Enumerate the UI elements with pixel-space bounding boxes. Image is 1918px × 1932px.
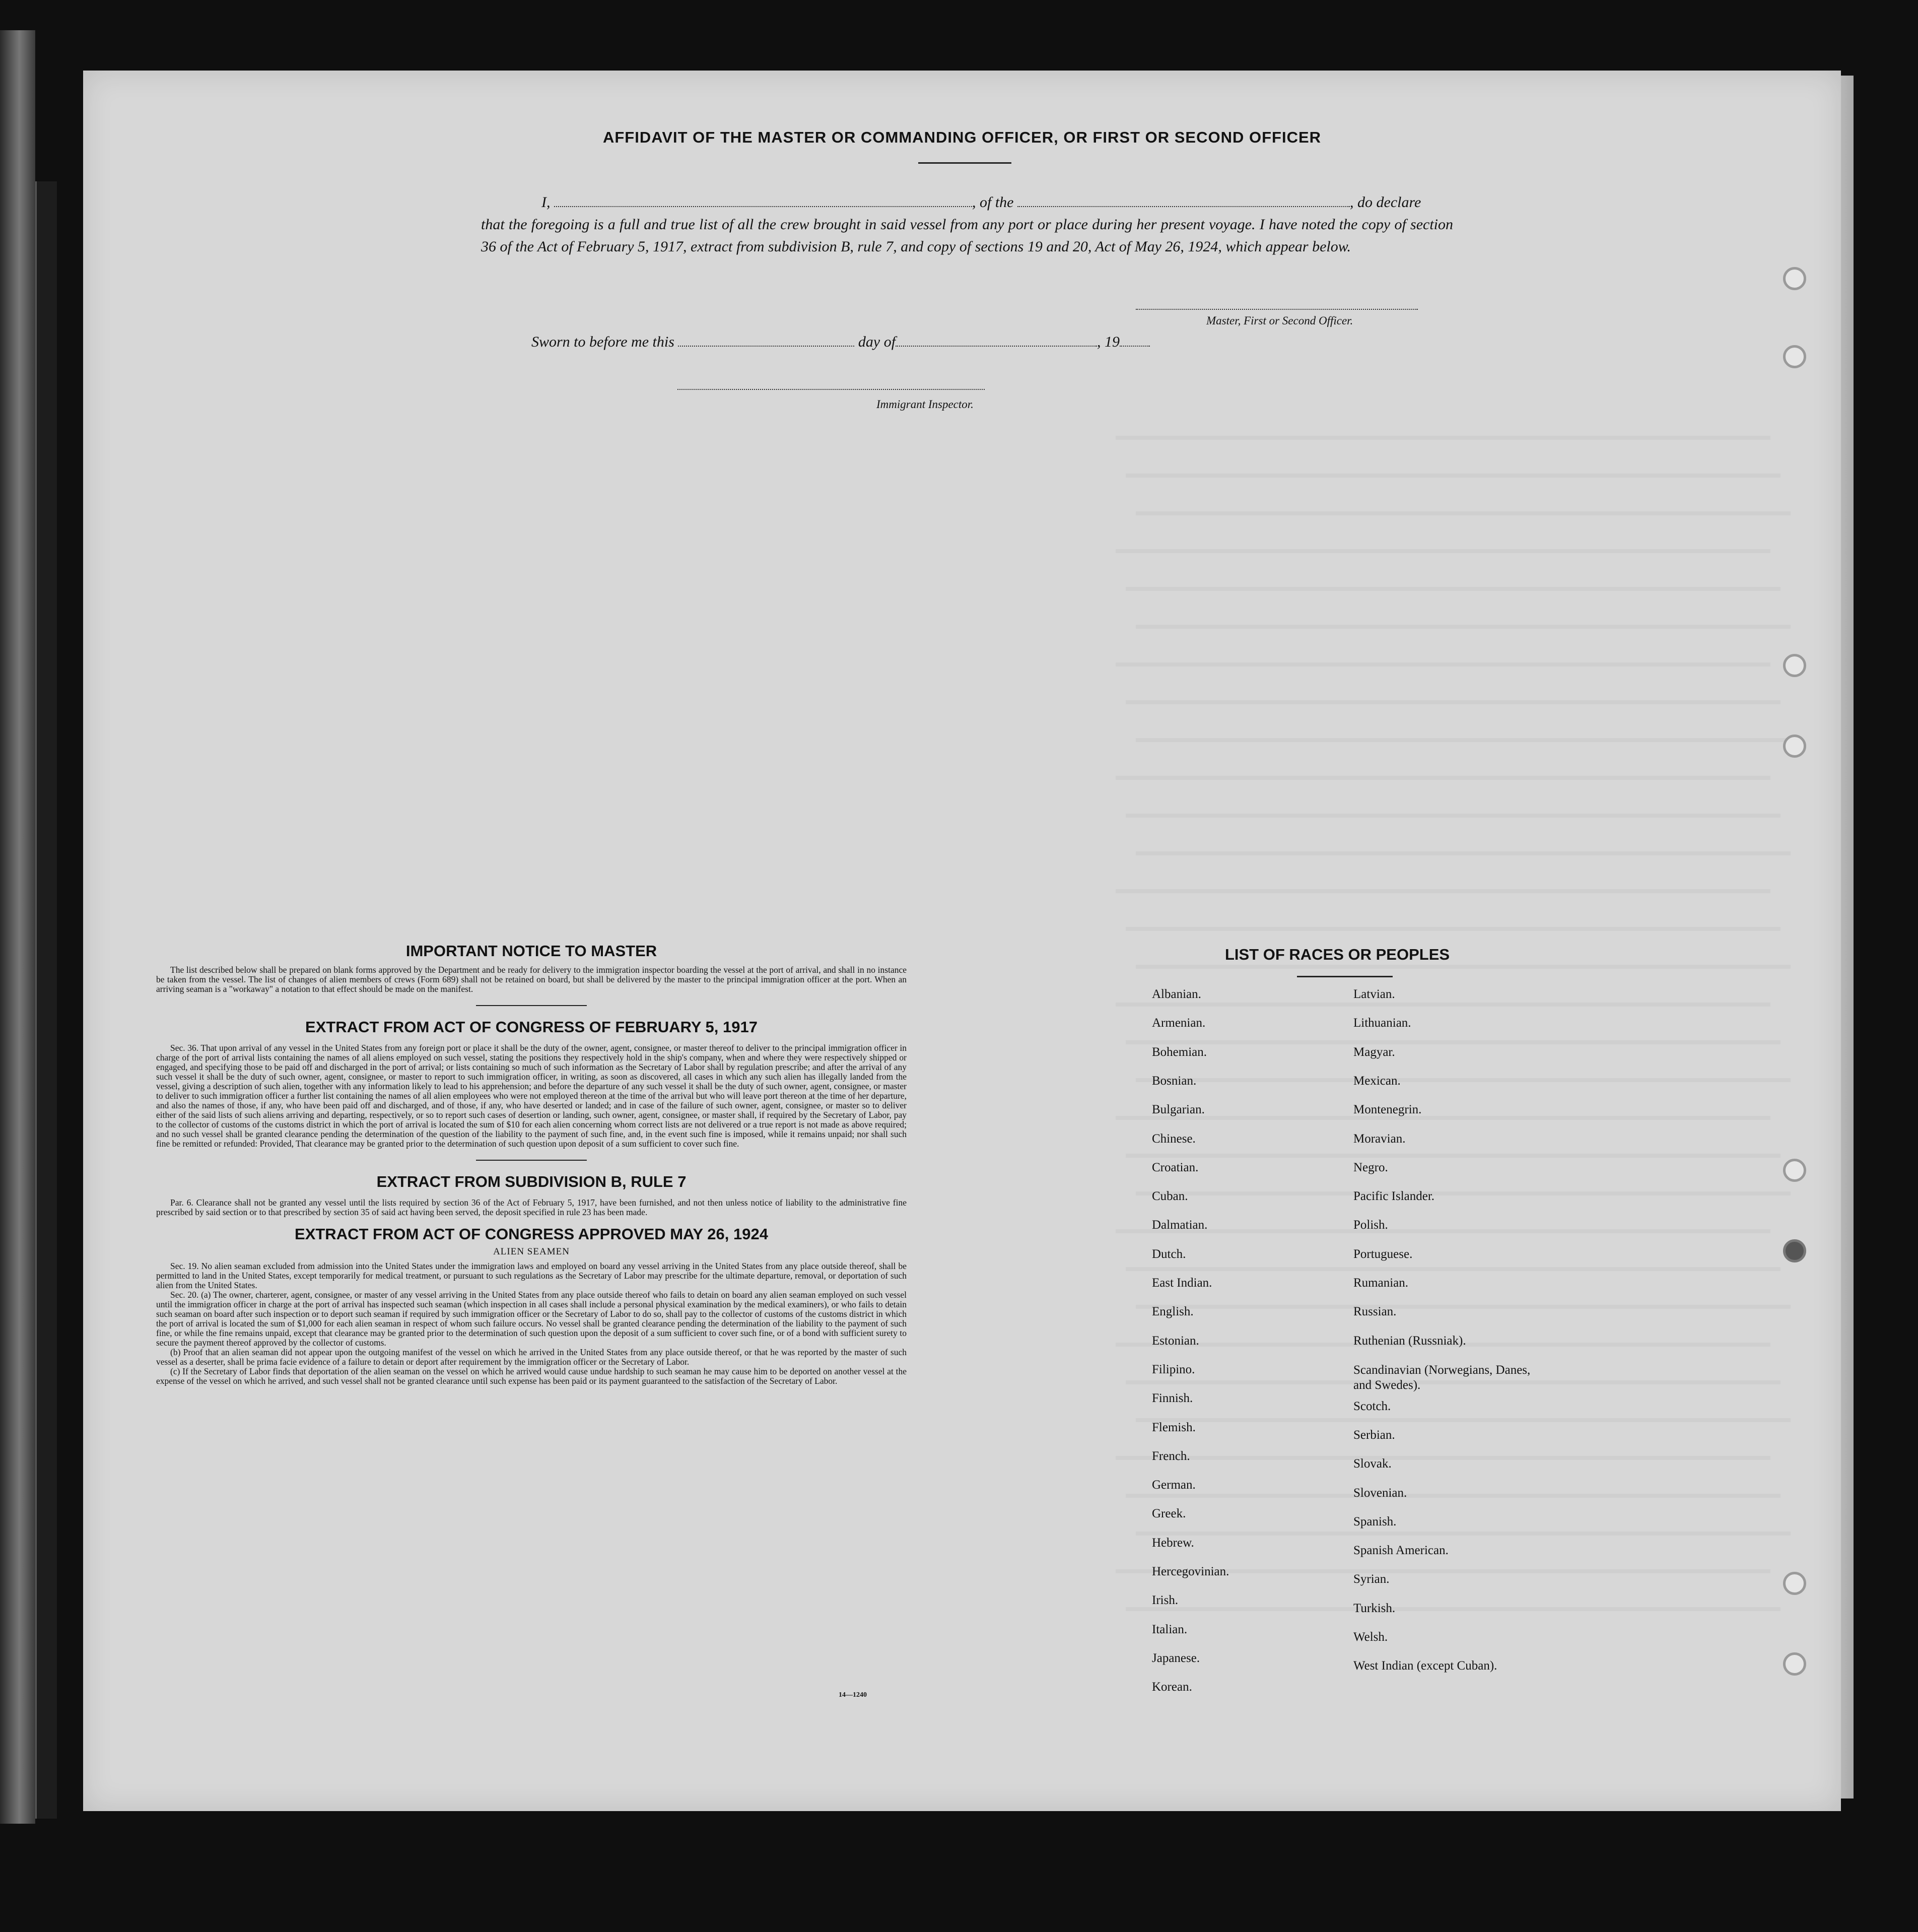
- punch-hole: [1783, 735, 1806, 758]
- bleed-through-row: [1136, 1531, 1791, 1536]
- sworn-year-label: , 19: [1097, 334, 1120, 350]
- notice-text: The list described below shall be prepared on blank forms approved by the Department and be ready for delivery to the immigration inspector boarding the vessel at the port of arrival, and shall in no instance be taken from the vessel. The list of changes of alien members of crews (Form 689) shall not be retained on board, but shall be delivered by the master to the principal immigration officer at the port. When an arriving seaman is a "workaway" a notation to that effect should be made on the manifest.: [156, 965, 907, 994]
- affidavit-i-label: I,: [541, 194, 551, 211]
- bleed-through-row: [1126, 927, 1780, 931]
- extract-1917-title: EXTRACT FROM ACT OF CONGRESS OF FEBRUARY 5, 1917: [305, 1018, 758, 1036]
- form-number: 14—1240: [839, 1691, 867, 1699]
- bleed-through-row: [1126, 1154, 1780, 1158]
- race-item: Turkish.: [1353, 1601, 1396, 1615]
- race-item: Mexican.: [1353, 1074, 1401, 1088]
- bleed-through-row: [1116, 549, 1770, 553]
- race-item: Hebrew.: [1152, 1536, 1194, 1550]
- bleed-through-row: [1116, 1456, 1770, 1460]
- race-item: Pacific Islander.: [1353, 1189, 1435, 1204]
- bleed-through-row: [1126, 700, 1780, 704]
- race-item: Italian.: [1152, 1622, 1188, 1636]
- punch-hole: [1783, 345, 1806, 368]
- bleed-through-row: [1136, 511, 1791, 515]
- extract-1924-sec20b: (b) Proof that an alien seaman did not appear upon the outgoing manifest of the vessel on which he arrived in the United States from any place outside thereof, or that he was reported by the master of such vessel as a deserter, shall be prima facie evidence of a failure to detain or deport after requirement by the immigration officer or the Secretary of Labor.: [156, 1347, 907, 1367]
- bleed-through-row: [1116, 889, 1770, 893]
- race-item: Portuguese.: [1353, 1247, 1413, 1261]
- race-item: Japanese.: [1152, 1651, 1200, 1665]
- bleed-through-row: [1136, 1078, 1791, 1082]
- master-signature-field[interactable]: [1136, 309, 1418, 310]
- race-item: Dutch.: [1152, 1247, 1186, 1261]
- race-item: Croatian.: [1152, 1160, 1199, 1174]
- race-item: Irish.: [1152, 1593, 1179, 1608]
- races-title-rule: [1297, 976, 1393, 977]
- extract-1924-sec20c: (c) If the Secretary of Labor finds that deportation of the alien seaman on the vessel on which he arrived would cause undue hardship to such seaman he may cause him to be deported on another vessel at the expense of the vessel on which he arrived, and such vessel shall not be granted clearance until such expense has been paid or its payment guaranteed to the satisfaction of the Secretary of Labor.: [156, 1366, 907, 1386]
- race-item: Albanian.: [1152, 987, 1201, 1001]
- punch-hole: [1783, 1159, 1806, 1182]
- race-item: Flemish.: [1152, 1420, 1196, 1434]
- punch-hole: [1783, 267, 1806, 290]
- bleed-through-row: [1136, 1418, 1791, 1422]
- punch-hole: [1783, 1572, 1806, 1595]
- affidavit-of-the-label: , of the: [972, 194, 1014, 211]
- race-item: Korean.: [1152, 1680, 1192, 1694]
- race-item: Filipino.: [1152, 1362, 1195, 1376]
- punch-hole: [1783, 654, 1806, 677]
- bleed-through-row: [1116, 776, 1770, 780]
- bleed-through-row: [1116, 1229, 1770, 1233]
- race-item: Bosnian.: [1152, 1074, 1197, 1088]
- inspector-signature-field[interactable]: [677, 389, 985, 390]
- race-item: Serbian.: [1353, 1428, 1395, 1442]
- notice-title: IMPORTANT NOTICE TO MASTER: [405, 942, 657, 960]
- race-item: Negro.: [1353, 1160, 1388, 1174]
- race-item: Chinese.: [1152, 1131, 1196, 1146]
- bleed-through-row: [1116, 1116, 1770, 1120]
- master-signature-label: Master, First or Second Officer.: [1206, 314, 1353, 327]
- extract-1924-subtitle: ALIEN SEAMEN: [493, 1246, 570, 1257]
- bleed-through-row: [1126, 474, 1780, 478]
- sworn-month-field[interactable]: [896, 335, 1097, 347]
- race-item: Slovenian.: [1353, 1486, 1407, 1500]
- sworn-day-of-label: day of: [858, 334, 896, 350]
- bleed-through-row: [1136, 851, 1791, 855]
- inspector-signature-label: Immigrant Inspector.: [876, 398, 974, 411]
- race-item: English.: [1152, 1305, 1194, 1319]
- race-item: Syrian.: [1353, 1572, 1390, 1586]
- bleed-through-row: [1126, 1494, 1780, 1498]
- scan-edge-left: [0, 30, 35, 1824]
- regulations-column: [156, 942, 907, 1386]
- race-item: Montenegrin.: [1353, 1103, 1422, 1117]
- race-item: West Indian (except Cuban).: [1353, 1659, 1497, 1673]
- race-item: East Indian.: [1152, 1276, 1212, 1290]
- race-item: Moravian.: [1353, 1131, 1406, 1146]
- bleed-through-row: [1116, 436, 1770, 440]
- race-item: Russian.: [1353, 1305, 1397, 1319]
- bleed-through-row: [1116, 662, 1770, 667]
- race-item: Finnish.: [1152, 1391, 1193, 1406]
- extract-rule7-text: Par. 6. Clearance shall not be granted any vessel until the lists required by section 36 of the Act of February 5, 1917, have been furnished, and not then unless notice of liability to the administrative fine prescribed by said section or to that prescribed by section 35 of said act having been served, the deposit specified in rule 23 has been made.: [156, 1197, 907, 1217]
- race-item: Bulgarian.: [1152, 1103, 1205, 1117]
- vessel-name-field[interactable]: [1017, 195, 1350, 207]
- extract-1924-sec19: Sec. 19. No alien seaman excluded from admission into the United States under the immigration laws and employed on board any vessel arriving in the United States from any place outside thereof, shall be permitted to land in the United States, except temporarily for medical treatment, or pursuant to such regulations as the Secretary of Labor may prescribe for the ultimate departure, removal, or deportation of such alien from the United States.: [156, 1261, 907, 1290]
- race-item: Hercegovinian.: [1152, 1565, 1229, 1578]
- bleed-through-row: [1126, 587, 1780, 591]
- races-title: LIST OF RACES OR PEOPLES: [1224, 946, 1450, 963]
- sworn-year-field[interactable]: [1120, 335, 1150, 347]
- race-item: Bohemian.: [1152, 1045, 1207, 1059]
- race-item: Spanish.: [1353, 1514, 1397, 1528]
- race-item: Cuban.: [1152, 1189, 1188, 1204]
- scan-edge-binding: [35, 181, 57, 1819]
- bleed-through-row: [1126, 1607, 1780, 1611]
- extract-1917-text: Sec. 36. That upon arrival of any vessel in the United States from any foreign port or place it shall be the duty of the owner, agent, consignee, or master thereof to deliver to the principal immigration officer in charge of the port of arrival lists containing the names of all aliens employed on such vessel, stating the positions they respectively hold in the ship's company, when and where they were respectively shipped or engaged, and specifying those to be paid off and discharged in the port of arrival; or lists containing so much of such information as the Secretary of Labor shall by regulation prescribe; and after the arrival of any such vessel it shall be the duty of such owner, agent, consignee, or master to report to such immigration officer, in writing, as soon as discovered, all cases in which any such alien has illegally landed from the vessel, giving a description of such alien, together with any information likely to lead to his apprehension; and before the departure of any such vessel it shall be the duty of such owner, agent, consignee, or master to deliver to such immigration officer a further list containing the names of all alien employees who were not employed thereon at the time of the arrival but who will leave port thereon at the time of her departure, and also the names of those, if any, who have been paid off and discharged, and of those, if any, who have deserted or landed; and in case of the failure of such owner, agent, consignee, or master so to deliver either of the said lists of such aliens arriving and departing, respectively, or so to report such cases of desertion or landing, such owner, agent, consignee, or master shall, if required by the Secretary of Labor, pay to the collector of customs of the customs district in which the port of arrival is located the sum of $10 for each alien concerning whom correct lists are not delivered or a true report is not made as above required; and no such vessel shall be granted clearance pending the determination of the question of the liability to the payment of such fine, and, in the event such fine is imposed, while it remains unpaid; nor shall such fine be remitted or refunded: Provided, That clearance may be granted prior to the determination of such question upon deposit of a sum sufficient to cover such fine.: [156, 1043, 907, 1149]
- race-item: Magyar.: [1353, 1045, 1395, 1059]
- race-item: Scandinavian (Norwegians, Danes, and Swedes).: [1353, 1363, 1531, 1392]
- extract-rule7-title: EXTRACT FROM SUBDIVISION B, RULE 7: [376, 1173, 687, 1190]
- race-item: Polish.: [1353, 1218, 1388, 1232]
- race-item: Rumanian.: [1353, 1276, 1409, 1290]
- bleed-through-row: [1136, 1191, 1791, 1195]
- punch-hole: [1783, 1239, 1806, 1262]
- race-item: German.: [1152, 1478, 1196, 1492]
- bleed-through-row: [1136, 738, 1791, 742]
- sworn-line: [531, 334, 1150, 351]
- affidavit-declaration-line: [481, 191, 1453, 214]
- sworn-day-field[interactable]: [678, 335, 854, 347]
- race-item: French.: [1152, 1449, 1190, 1463]
- extract-1924-title: EXTRACT FROM ACT OF CONGRESS APPROVED MAY 26, 1924: [295, 1225, 768, 1243]
- sworn-prefix: Sworn to before me this: [531, 334, 674, 350]
- affidavit-title: AFFIDAVIT OF THE MASTER OR COMMANDING OFFICER, OR FIRST OR SECOND OFFICER: [602, 128, 1322, 146]
- race-item: Armenian.: [1152, 1016, 1206, 1030]
- race-item: Scotch.: [1353, 1399, 1391, 1413]
- bleed-through-row: [1126, 1267, 1780, 1271]
- race-item: Latvian.: [1353, 987, 1395, 1001]
- race-item: Ruthenian (Russniak).: [1353, 1334, 1466, 1348]
- affidavit-statement: [481, 191, 1453, 258]
- document-page: [83, 71, 1841, 1811]
- punch-hole: [1783, 1652, 1806, 1676]
- race-item: Greek.: [1152, 1507, 1186, 1521]
- race-item: Lithuanian.: [1353, 1016, 1411, 1030]
- race-item: Welsh.: [1353, 1630, 1388, 1644]
- bleed-through-row: [1126, 814, 1780, 818]
- race-item: Estonian.: [1152, 1334, 1199, 1348]
- race-item: Dalmatian.: [1152, 1218, 1208, 1232]
- race-item: Spanish American.: [1353, 1544, 1449, 1558]
- section-divider: [476, 1160, 587, 1161]
- extract-1924-sec20a: Sec. 20. (a) The owner, charterer, agent, consignee, or master of any vessel arriving in the United States from any place outside thereof who fails to detain on board any alien seaman employed on such vessel until the immigration officer in charge at the port of arrival has inspected such seaman (which inspection in all cases shall include a personal physical examination by the medical examiners), or who fails to detain such seaman on board after such inspection or to deport such seaman if required by such immigration officer or the Secretary of Labor to do so, shall pay to the collector of customs of the customs district in which the port of arrival is located the sum of $1,000 for each alien seaman in respect of whom such failure occurs. No vessel shall be granted clearance pending the determination of the liability to the payment of such fine, or while the fine remains unpaid, except that clearance may be granted prior to the determination of such question upon the deposit of a sum sufficient to cover such fine, or of a bond with sufficient surety to secure the payment thereof approved by the collector of customs.: [156, 1290, 907, 1348]
- bleed-through-row: [1126, 1040, 1780, 1044]
- bleed-through-row: [1136, 625, 1791, 629]
- section-divider: [476, 1005, 587, 1006]
- bleed-through-row: [1116, 1003, 1770, 1007]
- race-item: Slovak.: [1353, 1457, 1392, 1471]
- bleed-through-row: [1136, 1305, 1791, 1309]
- officer-name-field[interactable]: [554, 195, 972, 207]
- bleed-through-row: [1136, 965, 1791, 969]
- affidavit-title-rule: [918, 162, 1011, 164]
- affidavit-declare-label: , do declare: [1350, 194, 1421, 211]
- affidavit-body-text: that the foregoing is a full and true list of all the crew brought in said vessel from any port or place during her present voyage. I have noted the copy of section 36 of the Act of February 5, 1917, extract from subdivision B, rule 7, and copy of sections 19 and 20, Act of May 26, 1924, which appear below.: [481, 216, 1453, 255]
